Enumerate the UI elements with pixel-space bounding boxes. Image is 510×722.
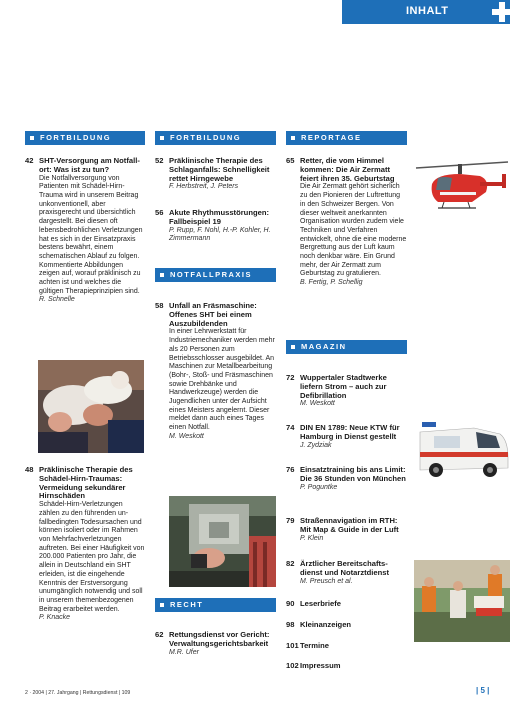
entry-title: DIN EN 1789: Neue KTW für Hamburg in Dienst gestellt — [300, 423, 400, 441]
page-number: 42 — [25, 156, 34, 165]
entry-author: P. Rupp, F. Nohl, H.-P. Kohler, H. Zimmermann — [169, 226, 271, 243]
toc-entry-102[interactable] — [286, 662, 407, 671]
entry-title: Akute Rhythmusstörungen: Fallbeispiel 19 — [169, 208, 269, 226]
photo-helicopter — [414, 154, 510, 228]
page-number: 79 — [286, 516, 295, 525]
page-number: 101 — [286, 641, 299, 650]
toc-entry-58[interactable] — [155, 302, 276, 442]
page-number: 56 — [155, 208, 164, 217]
toc-entry-79[interactable] — [286, 517, 407, 543]
photo-ambulance — [414, 414, 510, 482]
entry-title: Termine — [300, 641, 329, 650]
toc-entry-42[interactable] — [25, 157, 145, 305]
entry-author: R. Schnelle — [39, 296, 75, 304]
page-number: 52 — [155, 156, 164, 165]
section-recht: RECHT — [155, 598, 276, 612]
page-number: 82 — [286, 559, 295, 568]
entry-title: SHT-Versorgung am Notfallort: Was ist zu tun? — [39, 156, 140, 174]
section-magazin: MAGAZIN — [286, 340, 407, 354]
section-fortbildung: FORTBILDUNG — [25, 131, 145, 145]
entry-author: F. Herbstreit, J. Peters — [169, 183, 239, 191]
entry-title: Ärztlicher Bereitschaftsdienst und Notarztdienst — [300, 559, 390, 577]
entry-text: Schädel-Hirn-Verletzungen zählen zu den führenden unfallbedingten Todesursachen und können isoliert oder im Rahmen von Mehrfachverletzungen auftreten. Bei einer Häufigkeit von 200.000 Patienten pro Jahr, die allein in Deutschland ein SHT erleiden, ist die eingehende Kenntnis der Erstversorgung unumgänglich notwendig und soll in unserem themenbezogenen Beitrag erarbeitet werden. — [39, 501, 145, 613]
entry-author: M. Weskott — [169, 432, 204, 440]
page-number-footer: | 5 | — [476, 686, 490, 695]
photo-head-injury-care — [38, 360, 144, 453]
cross-icon — [488, 0, 510, 24]
entry-title: Präklinische Therapie des Schädel-Hirn-Traumas: Vermeidung sekundärer Hirnschäden — [39, 465, 133, 501]
page-number: 48 — [25, 465, 34, 474]
entry-author: M. Preusch et al. — [300, 577, 353, 585]
header-label: INHALT — [406, 5, 449, 17]
toc-entry-74[interactable] — [286, 424, 407, 450]
entry-title: Leserbriefe — [300, 599, 341, 608]
entry-title: Rettungsdienst vor Gericht: Verwaltungsgerichtsbarkeit — [169, 630, 270, 648]
entry-title: Retter, die vom Himmel kommen: Die Air Zermatt feiert ihren 35. Geburtstag — [300, 156, 395, 183]
entry-title: Straßennavigation im RTH: Mit Map & Guide in der Luft — [300, 516, 399, 534]
header-tab — [342, 0, 510, 24]
section-notfallpraxis: NOTFALLPRAXIS — [155, 268, 276, 282]
toc-entry-101[interactable] — [286, 642, 407, 651]
entry-author: M. Weskott — [300, 400, 335, 408]
page-number: 58 — [155, 301, 164, 310]
entry-text: Die Air Zermatt gehört sicherlich zu den Pionieren der Luftrettung in den Schweizer Bergen. Von dieser weltweit anerkannten Organisation wurden zudem viele Techniken und Verfahren entwickelt, ohne die eine moderne Bergrettung aus der Luft kaum noch denkbar wäre. Ein Grund mehr, der Air Zermatt zum Geburtstag zu gratulieren. — [300, 183, 407, 278]
toc-entry-62[interactable] — [155, 631, 276, 657]
toc-entry-65[interactable] — [286, 157, 407, 288]
toc-entry-76[interactable] — [286, 466, 407, 492]
entry-author: M.R. Ufer — [169, 648, 199, 656]
toc-entry-48[interactable] — [25, 466, 145, 623]
entry-title: Wuppertaler Stadtwerke liefern Strom – auch zur Defibrillation — [300, 373, 387, 400]
page-number: 74 — [286, 423, 295, 432]
entry-author: B. Fertig, P. Schellig — [300, 279, 363, 287]
entry-text: Die Notfallversorgung von Patienten mit Schädel-Hirn-Trauma wird in unserem Beitrag unkonventionell, aber praxisgerecht und übersichtlich dargestellt. Bei diesen oft lebensbedrohlichen Verletzungen hat es sich in der Einsatzpraxis bestens bewährt, einem schematischen Ablauf zu folgen. Kommentierte Abbildungen zeigen auf, worauf präklinisch zu achten ist und welches die gültigen Therapieprinzipien sind. — [39, 174, 143, 295]
toc-entry-52[interactable] — [155, 157, 276, 192]
page-number: 102 — [286, 661, 299, 670]
page-number: 76 — [286, 465, 295, 474]
section-reportage: REPORTAGE — [286, 131, 407, 145]
toc-entry-90[interactable] — [286, 600, 407, 609]
photo-milling-machine — [169, 496, 276, 587]
entry-author: P. Poguntke — [300, 483, 338, 491]
page-number: 62 — [155, 630, 164, 639]
entry-title: Impressum — [300, 661, 341, 670]
photo-rescue-training — [414, 560, 510, 642]
page-number: 98 — [286, 620, 295, 629]
entry-author: P. Klein — [300, 534, 324, 542]
footer-text: 2 · 2004 | 27. Jahrgang | Rettungsdienst | 109 — [25, 690, 131, 696]
toc-entry-72[interactable] — [286, 374, 407, 409]
entry-author: P. Knacke — [39, 614, 71, 622]
entry-author: J. Zydziak — [300, 441, 332, 449]
toc-entry-82[interactable] — [286, 560, 407, 586]
entry-title: Unfall an Fräsmaschine: Offenes SHT bei einem Auszubildenden — [169, 301, 257, 328]
entry-text: In einer Lehrwerkstatt für Industriemechaniker werden mehr als 20 Personen zum Betriebsschlosser ausgebildet. An Maschinen zur Metallbearbeitung (Bohr-, Stoß- und Fräsmaschinen sowie Drehbänke und Handwerkzeuge) werden die Jugendlichen unter der Aufsicht eines Meisters angelernt. Dieser meldet dann auch eines Tages einen Notfall. — [169, 328, 275, 432]
toc-entry-98[interactable] — [286, 621, 407, 630]
page-number: 72 — [286, 373, 295, 382]
entry-title: Einsatztraining bis ans Limit: Die 36 Stunden von München — [300, 465, 406, 483]
page-number: 90 — [286, 599, 295, 608]
page-number: 65 — [286, 156, 295, 165]
toc-entry-56[interactable] — [155, 209, 276, 244]
entry-title: Kleinanzeigen — [300, 620, 352, 629]
section-fortbildung-2: FORTBILDUNG — [155, 131, 276, 145]
entry-title: Präklinische Therapie des Schlaganfalls: Schnelligkeit rettet Hirngewebe — [169, 156, 270, 183]
